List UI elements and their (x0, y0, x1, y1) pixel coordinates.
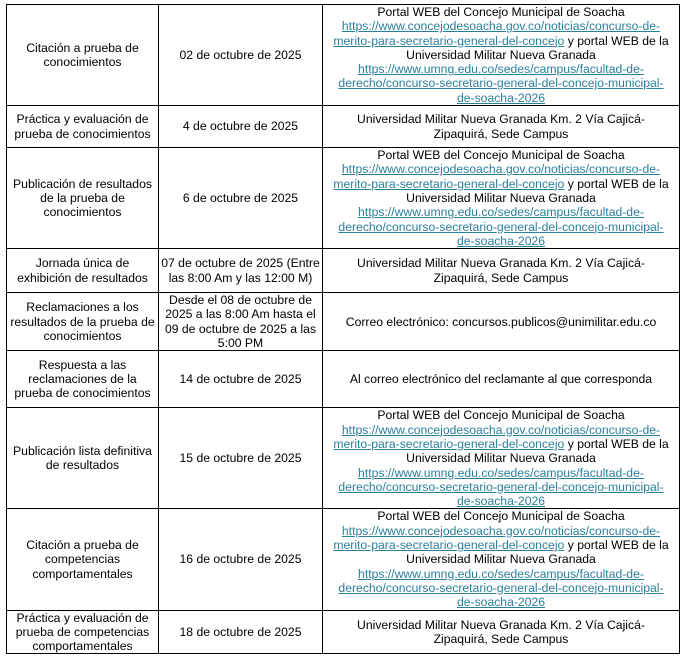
table-row (7, 408, 680, 509)
address-line-2: Zipaquirá, Sede Campus (433, 126, 569, 141)
activity-cell: Publicación de resultados de la prueba de conocimientos (7, 148, 159, 249)
table-row (7, 610, 680, 654)
activity-cell: Jornada única de exhibición de resultados (7, 249, 159, 293)
place-cell (323, 5, 680, 106)
umng-label: Universidad Militar Nueva Granada (406, 190, 596, 205)
concejo-link[interactable]: https://www.concejodesoacha.gov.co/noticias/concurso-de- merito-para-secretario-general-del-concejo (333, 422, 661, 451)
table-row (7, 351, 680, 408)
umng-link[interactable]: https://www.umng.edu.co/sedes/campus/facultad-de- derecho/concurso-secretario-general-del-concejo-municipal- de-soacha-2026 (338, 205, 664, 248)
activity-cell: Reclamaciones a los resultados de la prueba de conocimientos (7, 293, 159, 351)
activity-cell: Respuesta a las reclamaciones de la prueba de conocimientos (7, 351, 159, 408)
table-row (7, 148, 680, 249)
activity-cell: Publicación lista definitiva de resultados (7, 408, 159, 509)
date-cell: 18 de octubre de 2025 (159, 610, 323, 654)
date-cell: 14 de octubre de 2025 (159, 351, 323, 408)
umng-link[interactable]: https://www.umng.edu.co/sedes/campus/facultad-de- derecho/concurso-secretario-general-del-concejo-municipal- de-soacha-2026 (338, 566, 664, 610)
activity-cell: Práctica y evaluación de prueba de conocimientos (7, 106, 159, 148)
umng-label: Universidad Militar Nueva Granada (406, 552, 596, 567)
portal-joiner: y portal WEB de la (564, 436, 669, 451)
date-cell: 02 de octubre de 2025 (159, 5, 323, 106)
date-cell: 16 de octubre de 2025 (159, 509, 323, 610)
address-line-1: Universidad Militar Nueva Granada Km. 2 Vía Cajicá- (357, 617, 645, 632)
activity-cell: Citación a prueba de conocimientos (7, 5, 159, 106)
schedule-table (6, 4, 680, 654)
activity-cell: Citación a prueba de competencias comportamentales (7, 509, 159, 610)
table-row (7, 509, 680, 610)
address-line-2: Zipaquirá, Sede Campus (433, 270, 569, 285)
umng-link[interactable]: https://www.umng.edu.co/sedes/campus/facultad-de- derecho/concurso-secretario-general-del-concejo-municipal- de-soacha-2026 (338, 465, 664, 509)
portal-concejo-label: Portal WEB del Concejo Municipal de Soacha (377, 5, 625, 19)
concejo-link[interactable]: https://www.concejodesoacha.gov.co/noticias/concurso-de- merito-para-secretario-general-del-concejo (333, 523, 661, 553)
umng-link[interactable]: https://www.umng.edu.co/sedes/campus/facultad-de- derecho/concurso-secretario-general-del-concejo-municipal- de-soacha-2026 (338, 62, 664, 105)
date-cell: 07 de octubre de 2025 (Entre las 8:00 Am y las 12:00 M) (159, 249, 323, 293)
place-cell (323, 106, 680, 148)
date-cell: 15 de octubre de 2025 (159, 408, 323, 509)
place-cell (323, 408, 680, 509)
place-cell (323, 509, 680, 610)
portal-concejo-label: Portal WEB del Concejo Municipal de Soacha (377, 509, 625, 524)
place-cell (323, 148, 680, 249)
place-cell (323, 610, 680, 654)
address-line-1: Universidad Militar Nueva Granada Km. 2 Vía Cajicá- (357, 112, 645, 127)
place-cell: Correo electrónico: concursos.publicos@unimilitar.edu.co (323, 293, 680, 351)
portal-concejo-label: Portal WEB del Concejo Municipal de Soacha (377, 408, 625, 423)
table-row (7, 293, 680, 351)
address-line-2: Zipaquirá, Sede Campus (433, 631, 569, 646)
umng-label: Universidad Militar Nueva Granada (406, 451, 596, 466)
table-row (7, 106, 680, 148)
activity-cell: Práctica y evaluación de prueba de competencias comportamentales (7, 610, 159, 654)
portal-joiner: y portal WEB de la (564, 33, 669, 48)
table-row (7, 249, 680, 293)
date-cell: Desde el 08 de octubre de 2025 a las 8:00 Am hasta el 09 de octubre de 2025 a las 5:00 PM (159, 293, 323, 351)
date-cell: 4 de octubre de 2025 (159, 106, 323, 148)
address-line-1: Universidad Militar Nueva Granada Km. 2 Vía Cajicá- (357, 256, 645, 271)
table-row (7, 5, 680, 106)
concejo-link[interactable]: https://www.concejodesoacha.gov.co/noticias/concurso-de- merito-para-secretario-general-del-concejo (333, 162, 661, 191)
place-cell: Al correo electrónico del reclamante al que corresponda (323, 351, 680, 408)
date-cell: 6 de octubre de 2025 (159, 148, 323, 249)
place-cell (323, 249, 680, 293)
umng-label: Universidad Militar Nueva Granada (406, 47, 596, 62)
concejo-link[interactable]: https://www.concejodesoacha.gov.co/noticias/concurso-de- merito-para-secretario-general-del-concejo (333, 19, 661, 48)
portal-joiner: y portal WEB de la (564, 176, 669, 191)
portal-joiner: y portal WEB de la (564, 538, 669, 553)
portal-concejo-label: Portal WEB del Concejo Municipal de Soacha (377, 148, 625, 163)
